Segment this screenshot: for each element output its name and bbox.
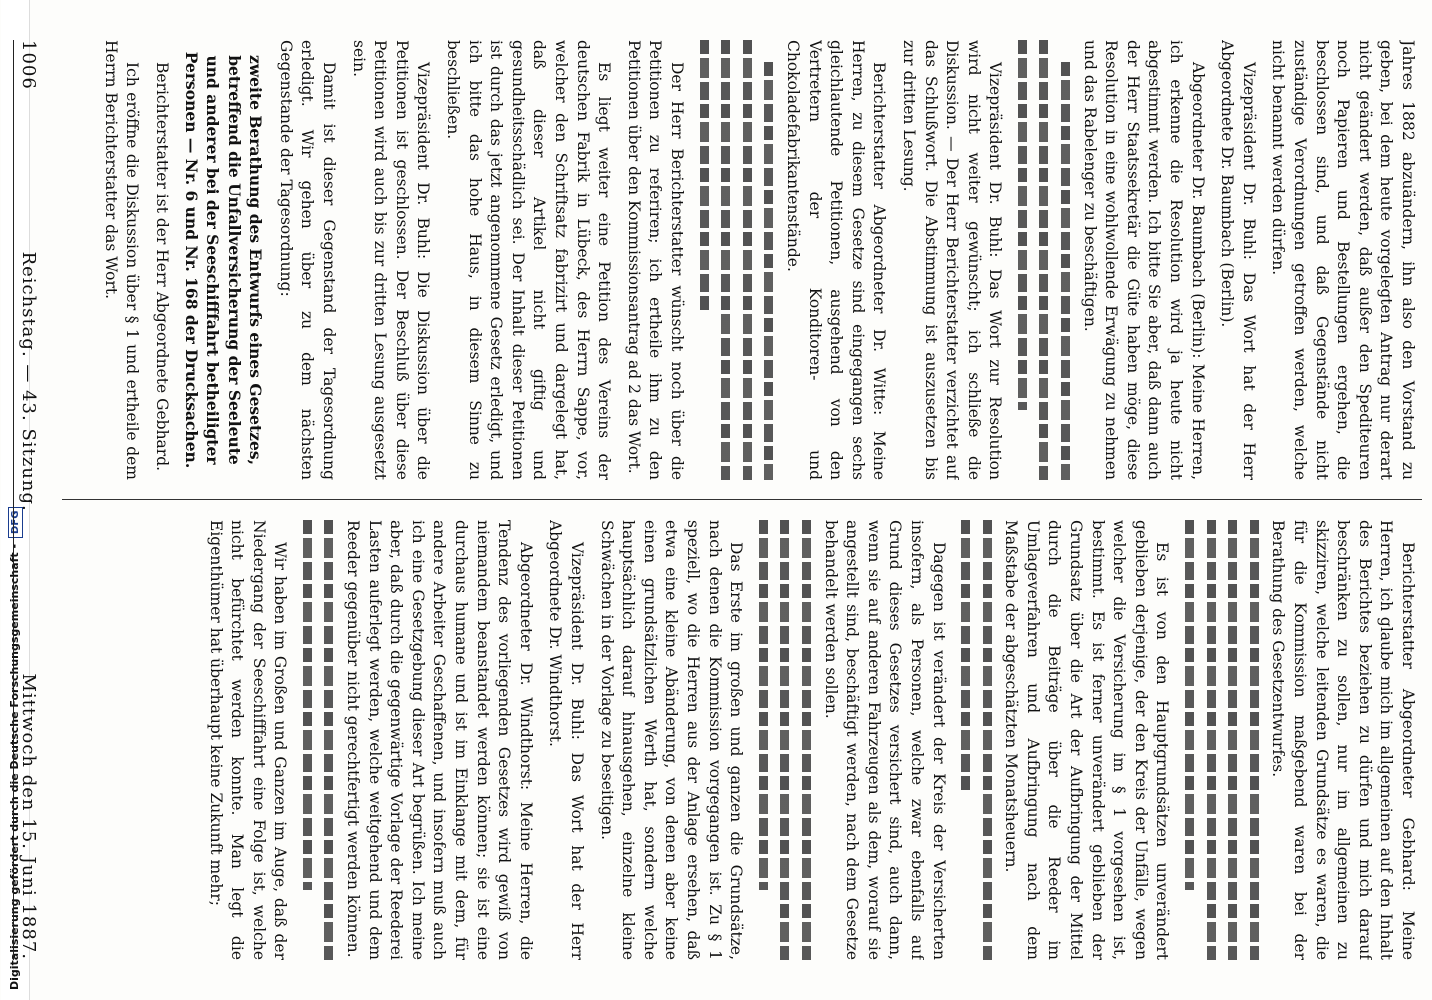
right-text-column xyxy=(60,520,1432,960)
illegible-text-line xyxy=(1207,520,1216,960)
illegible-text-line xyxy=(743,40,752,480)
page-header xyxy=(13,40,44,960)
illegible-text-line xyxy=(721,40,730,480)
paragraph: Der Herr Berichterstatter wünscht noch über die Petitionen zu referiren; ich ertheile ihm zu den Petitionen über den Kommissionsantrag ad 2 das Wort. xyxy=(624,40,686,480)
illegible-text-line xyxy=(325,520,334,960)
agenda-item-heading: zweite Berathung des Entwurfs eines Gesetzes, betreffend die Unfallversicherung der Seeleute und anderer bei der Seeschifffahrt betheiligter Personen — Nr. 6 und Nr. 168 der Drucksachen. xyxy=(181,51,266,469)
illegible-text-line xyxy=(1228,520,1237,960)
left-text-column xyxy=(60,40,1432,480)
paragraph: Wir haben im Großen und Ganzen im Auge, daß der Niedergang der Seeschifffahrt eine Folge ist, welche nicht befürchtet werden konnte. Man legt die Eigenthümer hat überhaupt keine Zukunft mehr; xyxy=(206,520,290,960)
dfg-logo: DFG xyxy=(8,507,23,538)
illegible-text-line xyxy=(759,520,768,890)
paragraph: Abgeordneter Dr. Baumbach (Berlin): Meine Herren, ich erkenne die Resolution wird ja heute nicht abgestimmt werden. Ich bitte Sie aber, daß dann auch der Herr Staatssekretär die Güte haben möge, diese Resolution in eine wohlwollende Erwägung zu nehmen und das Rabelenger zu beschäftigen. xyxy=(1080,40,1207,480)
illegible-text-line xyxy=(1250,520,1259,960)
paragraph: Berichterstatter Abgeordneter Dr. Witte: Meine Herren, zu diesem Gesetze sind eingegangen sechs gleichlautende Petitionen, ausgehend von den Vertretern der Konditoren- und Chokoladefabrikantenstände. xyxy=(783,40,889,480)
paragraph: Damit ist dieser Gegenstand der Tagesordnung erledigt. Wir gehen über zu dem nächsten Gegenstande der Tagesordnung: xyxy=(276,40,339,480)
illegible-text-line xyxy=(700,40,709,313)
paragraph: Vizepräsident Dr. Buhl: Das Wort hat der Herr Abgeordnete Dr. Baumbach (Berlin). xyxy=(1218,40,1258,480)
illegible-text-line xyxy=(1018,40,1027,410)
paragraph: Ich eröffne die Diskussion über § 1 und ertheile dem Herrn Berichterstatter das Wort. xyxy=(101,40,142,480)
header-date: Mittwoch den 15. Juni 1887. xyxy=(18,673,40,960)
header-session-title: Reichstag. — 43. Sitzung. xyxy=(18,251,40,512)
page-number: 1006 xyxy=(18,40,40,90)
paragraph: Vizepräsident Dr. Buhl: Das Wort hat der Herr Abgeordnete Dr. Windthorst. xyxy=(546,520,587,960)
paragraph: Es ist von den Hauptgrundsätzen unverändert geblieben derjenige, der den Kreis der Unfälle, wegen welcher die Versicherung im § 1 vorgesehen ist, bestimmt. Es ist ferner unverändert geblieben der Grundsatz über die Art der Aufbringung der Mittel durch die Beiträge über die Reeder im Umlageverfahren und Aufbringung nach dem Maßstabe der abgeschätzten Monatsheuern. xyxy=(1002,520,1172,960)
paragraph: Abgeordneter Dr. Windthorst: Meine Herren, die Tendenz des vorliegenden Gesetzes wird gewiß von niemandem beanstandet werden können; sie ist eine durchaus humane und ist im Einklange mit dem, für andere Arbeiter Geschaffenen, und insofern muß auch ich eine Gesetzgebung dieser Art begrüßen. Ich meine aber, daß durch die gegenwärtige Vorlage der Reederei Lasten auferlegt werden, welche weitgehend und dem Reeder gegenüber nicht gerechtfertigt werden können. xyxy=(344,520,535,960)
illegible-text-line xyxy=(1040,40,1049,480)
illegible-text-line xyxy=(961,520,970,793)
column-divider xyxy=(62,499,1422,500)
paragraph: Berichterstatter Abgeordneter Gebhard: Meine Herren, ich glaube mich im allgemeinen auf den Inhalt des Berichtes beziehen zu dürfen und mich darauf beschränken zu sollen, nur im allgemeinen zu skizziren, welche leitenden Grundsätze es waren, die für die Kommission maßgebend waren bei der Berathung des Gesetzentwurfes. xyxy=(1269,520,1417,960)
illegible-text-line xyxy=(764,62,773,480)
illegible-text-line xyxy=(780,520,789,960)
paragraph: Vizepräsident Dr. Buhl: Das Wort zur Resolution wird nicht weiter gewünscht; ich schließe die Diskussion. — Der Herr Berichterstatter verzichtet auf das Schlußwort. Die Abstimmung ist auszusetzen bis zur dritten Lesung. xyxy=(899,40,1005,480)
paragraph: Berichterstatter ist der Herr Abgeordnete Gebhard. xyxy=(152,62,171,472)
illegible-text-line xyxy=(983,520,992,960)
paragraph: Es liegt weiter eine Petition des Vereins der deutschen Fabrik in Lübeck, des Herrn Sappe, vor, welcher den Schriftsatz fabrizirt und dargelegt hat, daß dieser Artikel nicht giftig und gesundheitsschädlich sei. Der Inhalt dieser Petitionen ist durch das jetzt angenommene Gesetz erledigt, und ich bitte das hohe Haus, in diesem Sinne zu beschließen. xyxy=(444,40,614,480)
illegible-text-line xyxy=(1061,62,1070,480)
paragraph: Vizepräsident Dr. Buhl: Die Diskussion über die Petitionen ist geschlossen. Der Beschluß über diese Petitionen wird auch bis zur dritten Lesung ausgesetzt sein. xyxy=(349,40,433,480)
footer-text: Digitalisierung gefördert durch die Deutsche Forschungsgemeinschaft - xyxy=(8,543,21,990)
paragraph: Dagegen ist verändert der Kreis der Versicherten insofern, als Personen, welche zwar ebenfalls auf Grund dieses Gesetzes versichert sind, auch dann, wenn sie auf anderen Fahrzeugen als dem, worauf sie angestellt sind, beschäftigt werden, nach dem Gesetze behandelt werden sollen. xyxy=(821,520,948,960)
illegible-text-line xyxy=(1185,520,1194,890)
illegible-text-line xyxy=(802,520,811,960)
paragraph: Das Erste im großen und ganzen die Grundsätze, nach denen die Kommission vorgegangen ist. Zu § 1 speziell, wo die Herren aus der Anlage ersehen, daß etwa eine kleine Abänderung, von denen aber keine einen grundsätzlichen Werth hat, sondern welche hauptsächlich darauf hinausgehen, einzelne kleine Schwächen in der Vorlage zu beseitigen. xyxy=(597,520,746,960)
illegible-text-line xyxy=(303,520,312,890)
paragraph: Jahres 1882 abzuändern, ihn also den Vorstand zu geben, bei dem heute vorgelegten Antrag nur derart nicht geändert werden, daß außer den Spediteuren noch Papieren und Bestellungen ergehen, die beschlossen sind, und daß Gegenstände nicht zuständige Verordnungen getroffen werden, welche nicht benannt werden dürfen. xyxy=(1269,40,1417,480)
